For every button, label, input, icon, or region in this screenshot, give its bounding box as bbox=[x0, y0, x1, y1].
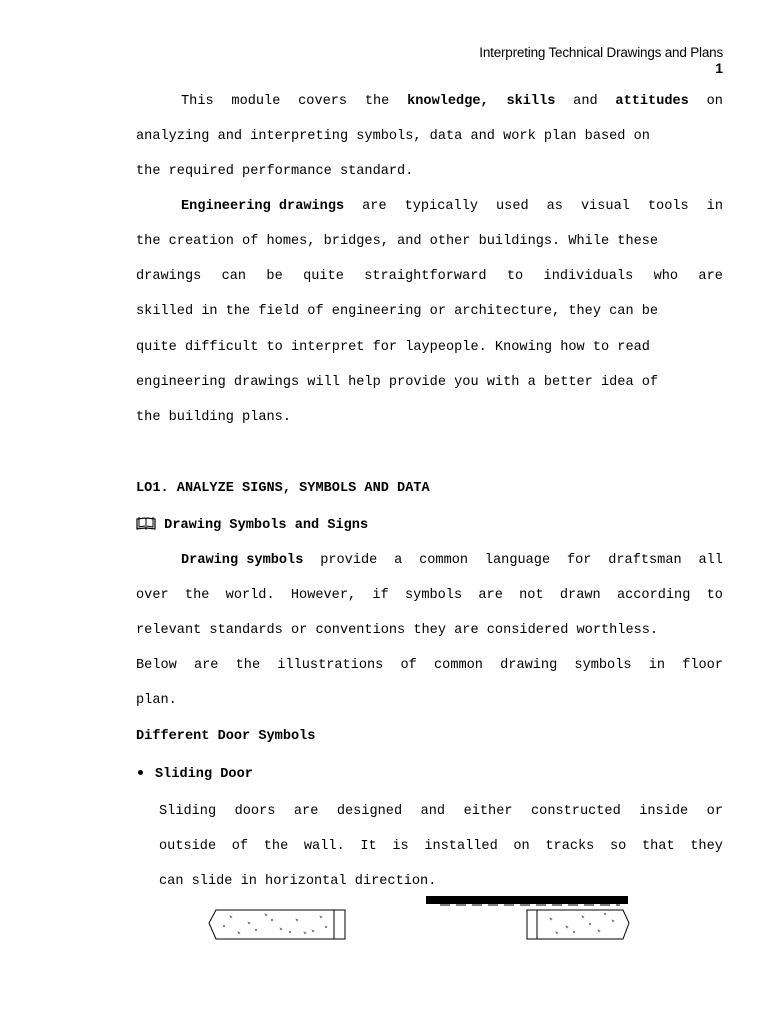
bullet-label: Sliding Door bbox=[155, 767, 253, 782]
word: tools bbox=[647, 199, 689, 214]
drawing-symbols-subheading bbox=[136, 516, 368, 534]
right-wall-section bbox=[527, 910, 629, 939]
word: constructed bbox=[531, 804, 621, 819]
word: drawing bbox=[500, 658, 558, 673]
page-number: 1 bbox=[715, 60, 723, 76]
word: module bbox=[231, 94, 281, 109]
bullet-sliding-door bbox=[136, 767, 253, 783]
word: world. bbox=[225, 588, 275, 603]
word: on bbox=[513, 839, 530, 854]
word: and bbox=[573, 94, 598, 109]
term-drawing-symbols: Drawing symbols bbox=[181, 553, 304, 568]
eng-line-3 bbox=[136, 269, 723, 285]
word: language bbox=[484, 553, 551, 568]
word: used bbox=[496, 199, 529, 214]
word: are bbox=[698, 269, 723, 284]
word: be bbox=[266, 269, 283, 284]
word: draftsman bbox=[608, 553, 682, 568]
word: designed bbox=[336, 804, 403, 819]
door-line-1 bbox=[159, 804, 723, 820]
word: so bbox=[609, 839, 627, 854]
word: drawn bbox=[559, 588, 601, 603]
word: that bbox=[641, 839, 675, 854]
word: are bbox=[362, 199, 387, 214]
word: the bbox=[235, 658, 261, 673]
term-engineering-drawings: Engineering drawings bbox=[181, 199, 345, 214]
word: in bbox=[706, 199, 723, 214]
intro-line-3: the required performance standard. bbox=[136, 164, 414, 179]
word-bold: skills bbox=[506, 94, 556, 109]
word: inside bbox=[639, 804, 689, 819]
word: are bbox=[193, 658, 219, 673]
word: This bbox=[181, 94, 214, 109]
intro-line-1 bbox=[136, 94, 723, 110]
eng-line-4: skilled in the field of engineering or architecture, they can be bbox=[136, 304, 659, 319]
word: they bbox=[690, 839, 723, 854]
word: common bbox=[434, 658, 483, 673]
word: drawings bbox=[136, 269, 202, 284]
word: symbols bbox=[405, 588, 463, 603]
symbols-line-4 bbox=[136, 658, 723, 674]
eng-line-7: the building plans. bbox=[136, 410, 291, 425]
eng-line-1 bbox=[136, 199, 723, 215]
word: floor bbox=[682, 658, 723, 673]
word: the bbox=[184, 588, 210, 603]
eng-line-6: engineering drawings will help provide you with a better idea of bbox=[136, 375, 659, 390]
word: symbols bbox=[574, 658, 632, 673]
eng-line-5: quite difficult to interpret for laypeople. Knowing how to read bbox=[136, 340, 650, 355]
word-bold: knowledge, bbox=[407, 94, 489, 109]
word: the bbox=[263, 839, 289, 854]
word: quite bbox=[303, 269, 344, 284]
word: not bbox=[519, 588, 544, 603]
symbols-line-3: relevant standards or conventions they are considered worthless. bbox=[136, 623, 659, 638]
word: outside bbox=[159, 839, 217, 854]
word: are bbox=[293, 804, 319, 819]
word: It bbox=[360, 839, 377, 854]
word: Below bbox=[136, 658, 177, 673]
running-header-title: Interpreting Technical Drawings and Plans bbox=[479, 45, 723, 60]
word: covers bbox=[298, 94, 348, 109]
word: individuals bbox=[543, 269, 634, 284]
symbols-line-2 bbox=[136, 588, 723, 604]
word: according bbox=[616, 588, 691, 603]
word: on bbox=[706, 94, 723, 109]
door-symbols-heading: Different Door Symbols bbox=[136, 729, 316, 744]
sliding-door-symbol bbox=[200, 892, 640, 948]
word: installed bbox=[424, 839, 498, 854]
word: either bbox=[463, 804, 513, 819]
word: doors bbox=[234, 804, 276, 819]
word: common bbox=[419, 553, 469, 568]
symbols-line-5: plan. bbox=[136, 693, 177, 708]
word: as bbox=[546, 199, 563, 214]
word: provide bbox=[320, 553, 378, 568]
word: all bbox=[698, 553, 723, 568]
word: of bbox=[231, 839, 249, 854]
intro-line-2: analyzing and interpreting symbols, data and work plan based on bbox=[136, 129, 650, 144]
drawing-symbols-subheading-text: Drawing Symbols and Signs bbox=[164, 518, 369, 533]
word: Sliding bbox=[159, 804, 217, 819]
word: who bbox=[653, 269, 679, 284]
door-line-3: can slide in horizontal direction. bbox=[159, 874, 437, 889]
symbols-line-1 bbox=[136, 553, 723, 569]
left-wall-section bbox=[209, 910, 345, 939]
word: can bbox=[221, 269, 247, 284]
word: typically bbox=[404, 199, 479, 214]
bullet-dot-icon bbox=[138, 770, 143, 775]
word: wall. bbox=[303, 839, 345, 854]
word: to bbox=[506, 269, 524, 284]
door-line-2 bbox=[159, 839, 723, 855]
word: if bbox=[372, 588, 389, 603]
word: straightforward bbox=[364, 269, 487, 284]
word: illustrations bbox=[277, 658, 384, 673]
word: of bbox=[400, 658, 417, 673]
word: the bbox=[364, 94, 390, 109]
sliding-panels bbox=[426, 896, 628, 905]
word: are bbox=[478, 588, 503, 603]
word: to bbox=[706, 588, 723, 603]
eng-line-2: the creation of homes, bridges, and other buildings. While these bbox=[136, 234, 659, 249]
word: However, bbox=[290, 588, 357, 603]
word: is bbox=[392, 839, 409, 854]
lo1-heading: LO1. ANALYZE SIGNS, SYMBOLS AND DATA bbox=[136, 481, 430, 496]
word: or bbox=[706, 804, 723, 819]
word: over bbox=[136, 588, 169, 603]
word: in bbox=[648, 658, 666, 673]
word-bold: attitudes bbox=[615, 94, 689, 109]
word: for bbox=[566, 553, 592, 568]
book-icon bbox=[136, 516, 156, 530]
word: a bbox=[394, 553, 403, 568]
word: and bbox=[420, 804, 446, 819]
word: tracks bbox=[545, 839, 595, 854]
word: visual bbox=[580, 199, 630, 214]
